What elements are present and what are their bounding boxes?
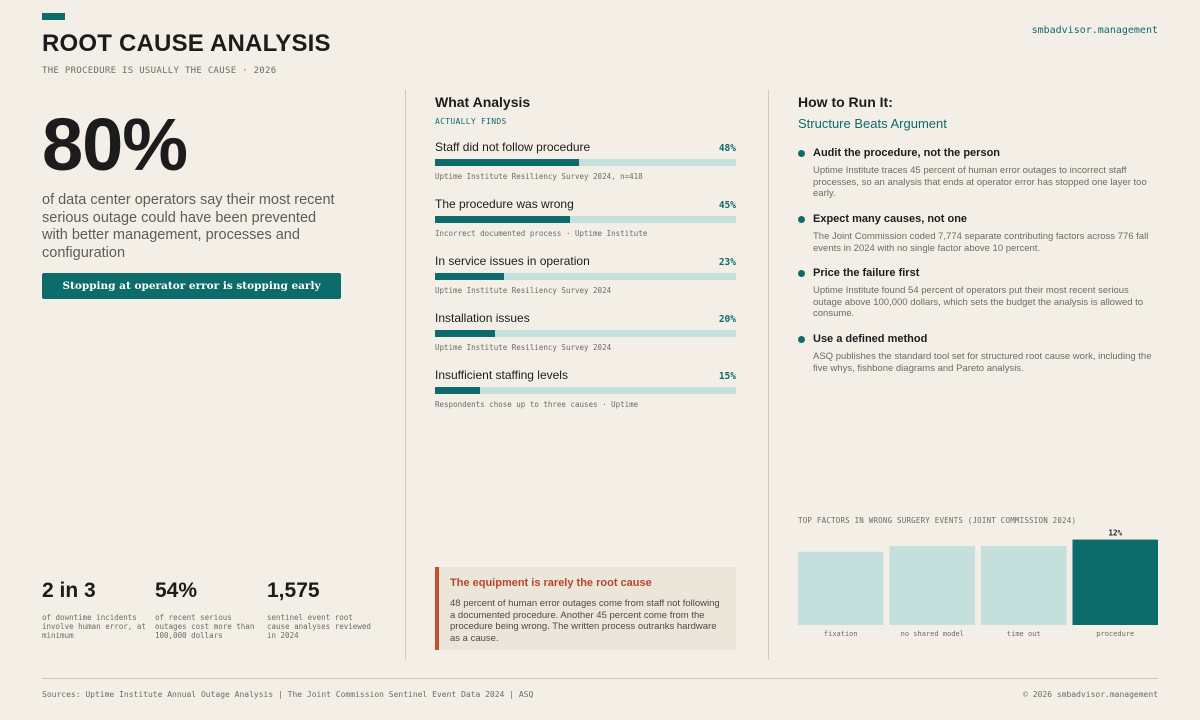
mini-stat-value: 1,575 bbox=[267, 579, 320, 602]
finding-track bbox=[435, 159, 736, 166]
finding-label: Installation issues bbox=[435, 311, 530, 325]
finding-source: Uptime Institute Resiliency Survey 2024, n=418 bbox=[435, 172, 643, 181]
finding-track bbox=[435, 216, 736, 223]
step-title: Use a defined method bbox=[813, 333, 928, 345]
note-body: 48 percent of human error outages come from staff not following a documented procedure. Another 45 percent come from the procedure being wrong. The written process outranks hardware as a cause. bbox=[450, 598, 720, 644]
chart-category-label: procedure bbox=[1096, 630, 1135, 638]
finding-fill bbox=[435, 273, 504, 280]
finding-track bbox=[435, 273, 736, 280]
mini-stat-label: of downtime incidents involve human error, at minimum bbox=[42, 613, 146, 640]
mini-stat bbox=[42, 580, 147, 640]
howto-step bbox=[798, 267, 1158, 320]
wrong-surgery-factors-chart bbox=[798, 522, 1158, 642]
note-heading: The equipment is rarely the root cause bbox=[450, 577, 652, 589]
step-body: ASQ publishes the standard tool set for structured root cause work, including the five whys, fishbone diagrams and Pareto analysis. bbox=[813, 351, 1152, 374]
step-body: The Joint Commission coded 7,774 separate contributing factors across 776 fall events in 2024 with no single factor above 10 percent. bbox=[813, 231, 1149, 254]
chart-bar-fixation bbox=[798, 552, 884, 625]
chart-category-label: time out bbox=[1006, 630, 1041, 638]
finding-bar bbox=[435, 254, 736, 295]
chart-category-label: no shared model bbox=[900, 630, 964, 638]
mini-stat bbox=[155, 580, 260, 640]
page-title: ROOT CAUSE ANALYSIS bbox=[42, 30, 331, 57]
finding-source: Uptime Institute Resiliency Survey 2024 bbox=[435, 343, 612, 352]
finding-source: Respondents chose up to three causes · Uptime bbox=[435, 400, 639, 409]
bullet-dot-icon bbox=[798, 150, 805, 157]
finding-bar bbox=[435, 368, 736, 409]
chart-bar-no-shared-model bbox=[890, 546, 976, 625]
finding-percent: 15% bbox=[718, 371, 736, 382]
mini-stat-label: of recent serious outages cost more than 100,000 dollars bbox=[155, 613, 255, 640]
step-title: Expect many causes, not one bbox=[813, 213, 968, 225]
hero-description: of data center operators say their most recent serious outage could have been prevented with better management, processes and configuration bbox=[42, 192, 335, 261]
bullet-dot-icon bbox=[798, 270, 805, 277]
bullet-dot-icon bbox=[798, 336, 805, 343]
finding-label: In service issues in operation bbox=[435, 254, 590, 268]
finding-fill bbox=[435, 159, 579, 166]
finding-percent: 23% bbox=[718, 257, 736, 268]
hero-stat: 80% bbox=[42, 103, 188, 186]
analysis-kicker: ACTUALLY FINDS bbox=[435, 117, 507, 126]
mini-stat bbox=[267, 580, 372, 640]
howto-subheading: Structure Beats Argument bbox=[798, 116, 947, 131]
footer-divider bbox=[42, 678, 1158, 679]
accent-bar bbox=[42, 13, 65, 20]
chart-title: TOP FACTORS IN WRONG SURGERY EVENTS (JOINT COMMISSION 2024) bbox=[798, 516, 1077, 525]
howto-heading: How to Run It: bbox=[798, 94, 893, 110]
finding-source: Incorrect documented process · Uptime Institute bbox=[435, 229, 648, 238]
step-title: Price the failure first bbox=[813, 267, 920, 279]
chart-data-label: 12% bbox=[1108, 528, 1123, 538]
finding-fill bbox=[435, 387, 480, 394]
finding-track bbox=[435, 387, 736, 394]
column-divider bbox=[405, 90, 406, 660]
chart-bar-procedure bbox=[1073, 540, 1159, 625]
finding-label: Staff did not follow procedure bbox=[435, 140, 591, 154]
finding-track bbox=[435, 330, 736, 337]
analysis-heading: What Analysis bbox=[435, 94, 531, 110]
page-subtitle: THE PROCEDURE IS USUALLY THE CAUSE · 2026 bbox=[42, 66, 277, 76]
finding-bar bbox=[435, 311, 736, 352]
footer-copyright: © 2026 smbadvisor.management bbox=[1023, 690, 1158, 699]
bullet-dot-icon bbox=[798, 216, 805, 223]
finding-source: Uptime Institute Resiliency Survey 2024 bbox=[435, 286, 612, 295]
howto-step bbox=[798, 333, 1158, 374]
step-body: Uptime Institute found 54 percent of operators put their most recent serious outage above 100,000 dollars, which sets the budget the analysis is allowed to consume. bbox=[813, 285, 1144, 319]
chart-bar-time-out bbox=[981, 546, 1067, 625]
site-link[interactable]: smbadvisor.management bbox=[1031, 25, 1158, 36]
step-body: Uptime Institute traces 45 percent of human error outages to incorrect staff processes, so an analysis that ends at operator error has stopped one layer too early. bbox=[813, 165, 1147, 199]
howto-step bbox=[798, 213, 1158, 254]
finding-percent: 48% bbox=[718, 143, 736, 154]
mini-stat-value: 2 in 3 bbox=[42, 579, 96, 602]
column-divider bbox=[768, 90, 769, 660]
mini-stat-value: 54% bbox=[155, 579, 198, 602]
howto-step bbox=[798, 147, 1158, 200]
finding-percent: 45% bbox=[718, 200, 736, 211]
finding-fill bbox=[435, 330, 495, 337]
chart-category-label: fixation bbox=[823, 630, 858, 638]
finding-label: Insufficient staffing levels bbox=[435, 368, 568, 382]
finding-bar bbox=[435, 197, 736, 238]
mini-stat-label: sentinel event root cause analyses reviewed in 2024 bbox=[267, 613, 371, 640]
finding-percent: 20% bbox=[718, 314, 736, 325]
footer-sources: Sources: Uptime Institute Annual Outage Analysis | The Joint Commission Sentinel Event Data 2024 | ASQ bbox=[42, 690, 534, 699]
note-box bbox=[435, 567, 736, 650]
finding-label: The procedure was wrong bbox=[435, 197, 574, 211]
callout-badge: Stopping at operator error is stopping early bbox=[42, 273, 341, 299]
step-title: Audit the procedure, not the person bbox=[813, 147, 1001, 159]
finding-bar bbox=[435, 140, 736, 181]
finding-fill bbox=[435, 216, 570, 223]
